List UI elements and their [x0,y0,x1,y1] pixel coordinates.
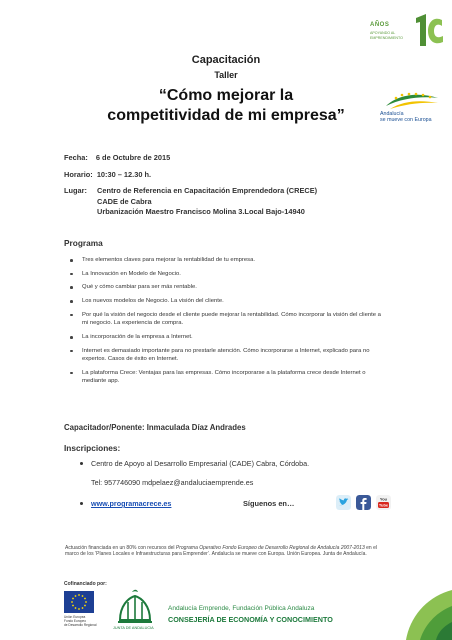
svg-text:You: You [379,496,388,502]
workshop-title-line-2: competitividad de mi empresa” [107,107,345,124]
anniversary-logo [370,12,448,52]
capacitador-text: Capacitador/Ponente: Inmaculada Díaz Andrades [64,423,246,432]
document-subtitle: Taller [214,70,238,80]
feder-label-1: Fondo Europeo [64,618,86,623]
list-item: La plataforma Crece: Ventajas para las empresas. Cómo incorporarse a la plataforma crece desde Internet o mediante app. [66,369,386,386]
list-item: La incorporación de la empresa a Internet. [66,333,386,341]
youtube-icon[interactable] [376,495,391,510]
inscripciones-heading: Inscripciones: [64,443,121,453]
fecha-value: 6 de Octubre de 2015 [95,153,171,162]
andalucia-europa-logo [380,90,442,124]
footnote-program-name: Programa Operativo Fondo Europeo de Desarrollo Regional de Andalucía 2007-2013 [175,545,365,551]
fecha-row [64,153,170,162]
lugar-line-3: Urbanización Maestro Francisco Molina 3.Local Bajo-14940 [97,207,305,216]
junta-andalucia-logo [110,588,160,634]
programa-heading: Programa [64,238,103,248]
footnote-part-c: en el marco de los ‘Planes Locales e Infraestructuras para Emprender’. Andalucía se mueve con Europa. Unión Europea. Junta de Andalucía. [65,545,377,557]
stars-icon [380,90,442,112]
list-item: Los nuevos modelos de Negocio. La visión del cliente. [66,297,386,305]
fecha-label: Fecha: [64,153,88,162]
follow-text: Síguenos en… [243,499,295,508]
contact-info: Tel: 957746090 mdpelaez@andaluciaemprende.es [91,478,254,487]
cofinanciado-label: Cofinanciado por: [64,581,107,587]
lugar-line-1: Centro de Referencia en Capacitación Emprendedora (CRECE) [97,186,318,195]
junta-label: JUNTA DE ANDALUCIA [113,626,154,630]
list-item: Qué y cómo cambiar para ser más rentable. [66,283,386,291]
twitter-icon[interactable] [336,495,351,510]
svg-text:Tube: Tube [378,502,389,508]
horario-label: Horario: [64,170,93,179]
bullet-icon [80,462,83,465]
eu-flag-icon [64,591,94,613]
lugar-line-2: CADE de Cabra [97,197,152,206]
programa-list [66,256,386,391]
horario-row [64,170,151,179]
footnote-part-a: Actuación financiada en un 80% con recursos del [65,545,176,551]
lugar-label: Lugar: [64,186,87,195]
cade-address: Centro de Apoyo al Desarrollo Empresarial (CADE) Cabra, Córdoba. [91,459,310,468]
logo-years-text: AÑOS [370,22,390,28]
programacrece-link[interactable]: www.programacrece.es [91,499,172,508]
list-item: La Innovación en Modelo de Negocio. [66,270,386,278]
list-item: Internet es demasiado importante para no prestarle atención. Cómo incorporarse a Internet, explicado para no expertos. Casos de éxito en Internet. [66,347,386,364]
andalucia-emprende-text: Andalucía Emprende, Fundación Pública Andaluza [168,605,315,612]
junta-emblem-icon [110,588,160,626]
consejeria-text: CONSEJERÍA DE ECONOMÍA Y CONOCIMIENTO [168,615,333,624]
funding-footnote [65,545,390,557]
anniversary-mark-icon [412,12,446,50]
list-item: Por qué la visión del negocio desde el cliente puede mejorar la rentabilidad. Cómo incorporar la visión del cliente a mi negocio. La experiencia de compra. [66,311,386,328]
feder-label-2: de Desarrollo Regional [64,622,97,627]
andalucia-label: Andalucía [380,111,404,117]
eu-logo [64,591,98,631]
facebook-icon[interactable] [356,495,371,510]
logo-sub-text: APOYANDO AL EMPRENDIMIENTO [370,31,403,40]
document-title: Capacitación [191,54,261,66]
horario-value: 10:30 – 12.30 h. [96,170,152,179]
workshop-title-line-1: “Cómo mejorar la [158,87,294,104]
leaf-decoration-icon [398,586,452,640]
ue-label: Unión Europea [64,615,86,619]
list-item: Tres elementos claves para mejorar la rentabilidad de tu empresa. [66,256,386,264]
europa-label: se mueve con Europa [380,116,432,123]
bullet-icon [80,502,83,505]
